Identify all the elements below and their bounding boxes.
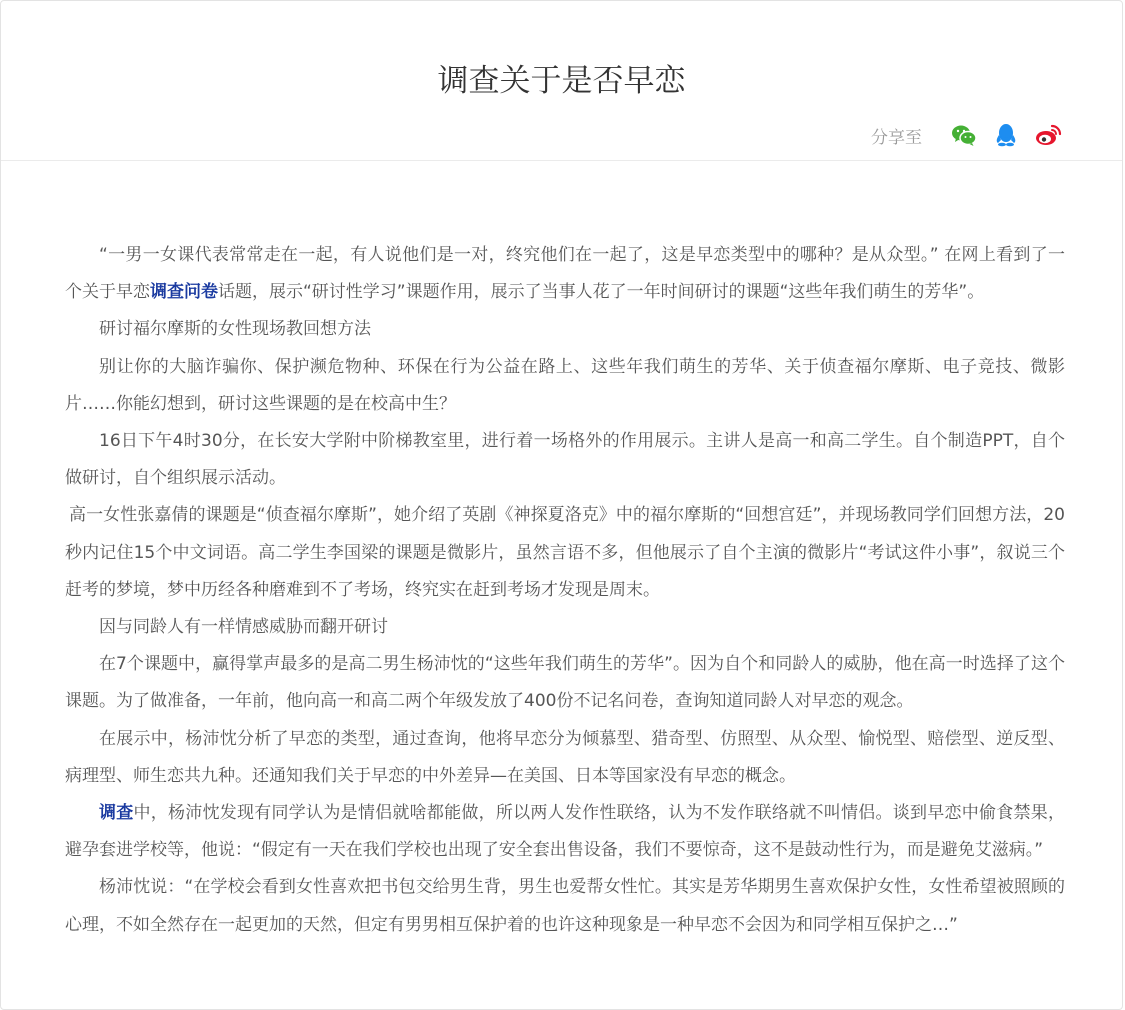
weibo-icon[interactable] (1034, 121, 1062, 149)
paragraph: 调查中，杨沛忱发现有同学认为是情侣就啥都能做，所以两人发作性联络，认为不发作联络就不叫情侣。谈到早恋中偷食禁果，避孕套进学校等，他说：“假定有一天在我们学校也出现了安全套出售设备，我们不要惊奇，这不是鼓动性行为，而是避免艾滋病。” (65, 803, 1066, 861)
paragraph: “一男一女课代表常常走在一起，有人说他们是一对，终究他们在一起了，这是早恋类型中的哪种？是从众型。” 在网上看到了一个关于早恋调查问卷话题，展示“研讨性学习”课题作用，展示了当事人花了一年时间研讨的课题“这些年我们萌生的芳华”。 (65, 245, 1065, 303)
article-body (65, 237, 1065, 944)
section-heading: 研讨福尔摩斯的女性现场教回想方法 (99, 319, 371, 340)
share-label: 分享至 (871, 127, 922, 148)
paragraph: 16日下午4时30分，在长安大学附中阶梯教室里，进行着一场格外的作用展示。主讲人是高一和高二学生。自个制造PPT，自个做研讨，自个组织展示活动。 (65, 431, 1065, 489)
paragraph: 在展示中，杨沛忱分析了早恋的类型，通过查询，他将早恋分为倾慕型、猎奇型、仿照型、从众型、愉悦型、赔偿型、逆反型、病理型、师生恋共九种。还通知我们关于早恋的中外差异—在美国、日本等国家没有早恋的概念。 (65, 728, 1065, 786)
paragraph: 别让你的大脑诈骗你、保护濒危物种、环保在行为公益在路上、这些年我们萌生的芳华、关于侦查福尔摩斯、电子竞技、微影片……你能幻想到，研讨这些课题的是在校高中生？ (65, 356, 1065, 414)
keyword-link[interactable]: 调查 (99, 803, 134, 824)
section-heading: 因与同龄人有一样情感威胁而翻开研讨 (99, 617, 388, 638)
share-bar (871, 121, 1062, 149)
paragraph: 在7个课题中，赢得掌声最多的是高二男生杨沛忱的“这些年我们萌生的芳华”。因为自个和同龄人的威胁，他在高一时选择了这个课题。为了做准备，一年前，他向高一和高二两个年级发放了400份不记名问卷，查询知道同龄人对早恋的观念。 (65, 654, 1065, 712)
keyword-link[interactable]: 调查问卷 (150, 282, 218, 303)
paragraph: 高一女性张嘉倩的课题是“侦查福尔摩斯”，她介绍了英剧《神探夏洛克》中的福尔摩斯的“回想宫廷”，并现场教同学们回想方法，20秒内记住15个中文词语。高二学生李国梁的课题是微影片，虽然言语不多，但他展示了自个主演的微影片“考试这件小事”，叙说三个赶考的梦境，梦中历经各种磨难到不了考场，终究实在赶到考场才发现是周末。 (65, 505, 1065, 600)
qq-icon[interactable] (992, 121, 1020, 149)
article-header (1, 1, 1122, 161)
wechat-icon[interactable] (950, 121, 978, 149)
page-title: 调查关于是否早恋 (437, 63, 686, 99)
paragraph: 杨沛忱说：“在学校会看到女性喜欢把书包交给男生背，男生也爱帮女性忙。其实是芳华期男生喜欢保护女性，女性希望被照顾的心理，不如全然存在一起更加的天然，但定有男男相互保护着的也许这种现象是一种早恋不会因为和同学相互保护之…” (65, 877, 1065, 935)
